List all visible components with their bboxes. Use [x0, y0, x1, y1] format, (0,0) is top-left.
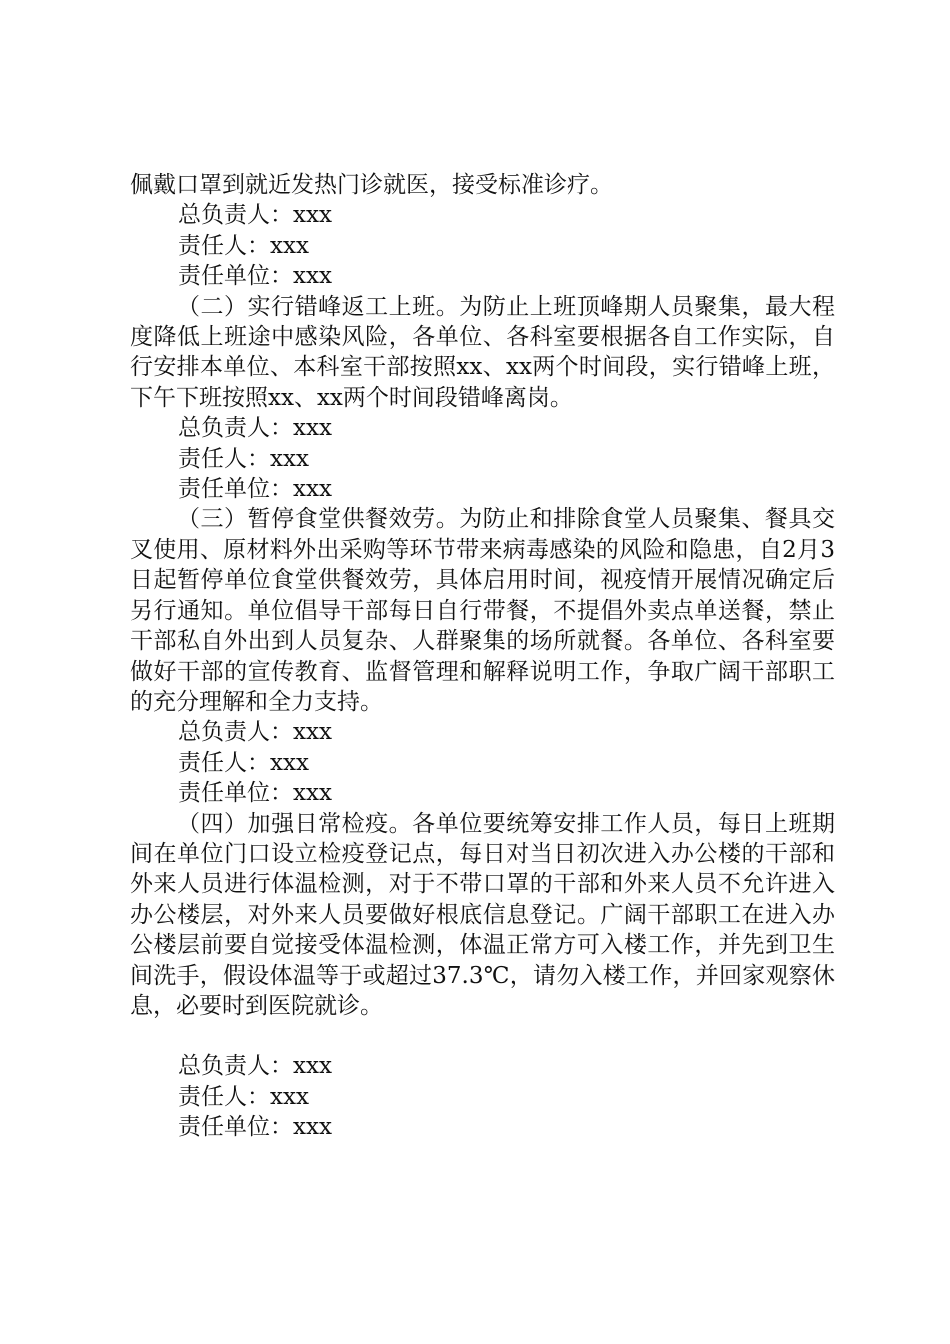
person-label: 责任人：	[178, 232, 270, 259]
chief-line	[130, 200, 835, 230]
responsibility-block-1	[130, 200, 835, 291]
intro-paragraph: 佩戴口罩到就近发热门诊就医，接受标准诊疗。	[130, 172, 613, 198]
unit-value: xxx	[293, 476, 332, 503]
unit-value: xxx	[293, 263, 332, 290]
unit-value: xxx	[293, 1114, 332, 1141]
responsibility-block-4	[130, 1051, 835, 1142]
unit-label: 责任单位：	[178, 263, 293, 290]
responsibility-block-2	[130, 413, 835, 504]
chief-line	[130, 1051, 835, 1081]
chief-label: 总负责人：	[178, 1053, 293, 1080]
person-value: xxx	[270, 445, 309, 472]
person-line	[130, 748, 835, 778]
unit-line	[130, 261, 835, 291]
chief-label: 总负责人：	[178, 415, 293, 442]
chief-value: xxx	[293, 1053, 332, 1080]
section-2-paragraph: （二）实行错峰返工上班。为防止上班顶峰期人员聚集，最大程度降低上班途中感染风险，各单位、各科室要根据各自工作实际，自行安排本单位、本科室干部按照xx、xx两个时间段，实行错峰上班，下午下班按照xx、xx两个时间段错峰离岗。	[130, 293, 835, 411]
person-value: xxx	[270, 1083, 309, 1110]
blank-line	[130, 1021, 835, 1051]
section-3-paragraph: （三）暂停食堂供餐效劳。为防止和排除食堂人员聚集、餐具交叉使用、原材料外出采购等环节带来病毒感染的风险和隐患，自2月3日起暂停单位食堂供餐效劳，具体启用时间，视疫情开展情况确定后另行通知。单位倡导干部每日自行带餐，不提倡外卖点单送餐，禁止干部私自外出到人员复杂、人群聚集的场所就餐。各单位、各科室要做好干部的宣传教育、监督管理和解释说明工作，争取广阔干部职工的充分理解和全力支持。	[130, 506, 835, 715]
chief-label: 总负责人：	[178, 719, 293, 746]
unit-label: 责任单位：	[178, 780, 293, 807]
unit-line	[130, 778, 835, 808]
responsibility-block-3	[130, 717, 835, 808]
person-line	[130, 444, 835, 474]
person-label: 责任人：	[178, 749, 270, 776]
section-4-paragraph: （四）加强日常检疫。各单位要统筹安排工作人员，每日上班期间在单位门口设立检疫登记点，每日对当日初次进入办公楼的干部和外来人员进行体温检测，对于不带口罩的干部和外来人员不允许进入办公楼层，对外来人员要做好根底信息登记。广阔干部职工在进入办公楼层前要自觉接受体温检测，体温正常方可入楼工作，并先到卫生间洗手，假设体温等于或超过37.3℃，请勿入楼工作，并回家观察休息，必要时到医院就诊。	[130, 810, 835, 1019]
person-line	[130, 1082, 835, 1112]
person-value: xxx	[270, 232, 309, 259]
chief-value: xxx	[293, 415, 332, 442]
unit-label: 责任单位：	[178, 1114, 293, 1141]
chief-value: xxx	[293, 719, 332, 746]
unit-label: 责任单位：	[178, 476, 293, 503]
person-label: 责任人：	[178, 1083, 270, 1110]
document-page	[130, 170, 835, 1143]
person-label: 责任人：	[178, 445, 270, 472]
chief-value: xxx	[293, 202, 332, 229]
person-value: xxx	[270, 749, 309, 776]
unit-line	[130, 474, 835, 504]
chief-line	[130, 717, 835, 747]
unit-line	[130, 1112, 835, 1142]
chief-label: 总负责人：	[178, 202, 293, 229]
person-line	[130, 231, 835, 261]
unit-value: xxx	[293, 780, 332, 807]
chief-line	[130, 413, 835, 443]
